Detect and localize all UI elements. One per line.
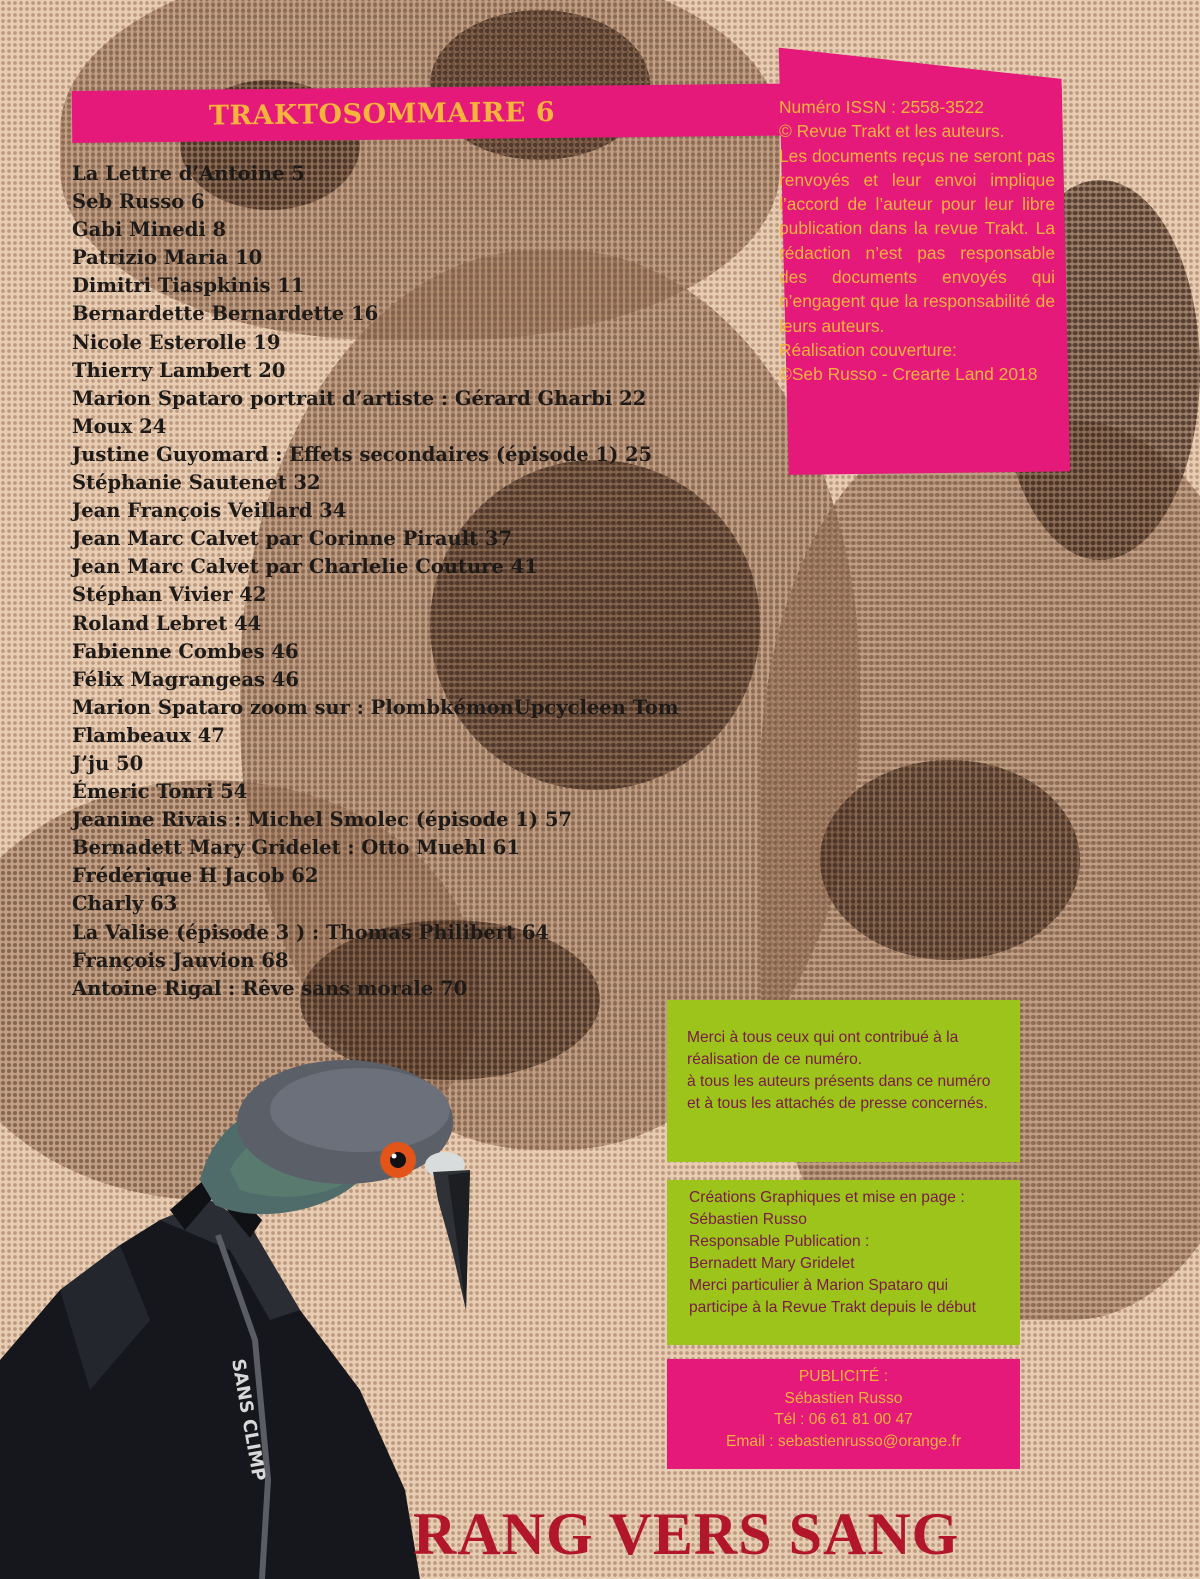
- toc-item: Justine Guyomard : Effets secondaires (épisode 1) 25: [72, 442, 653, 466]
- toc-item: Jeanine Rivais : Michel Smolec (épisode 1) 57: [72, 808, 573, 832]
- toc-item: Félix Magrangeas 46: [72, 667, 299, 691]
- toc-item: La Lettre d’Antoine 5: [72, 162, 305, 185]
- page-title: TRAKTOSOMMAIRE 6: [208, 96, 556, 132]
- toc-item: Émeric Tonri 54: [72, 780, 248, 804]
- toc-item: Seb Russo 6: [72, 190, 205, 214]
- toc-item: Antoine Rigal : Rêve sans morale 70: [72, 976, 468, 1000]
- svg-text:SANS CLIMP: SANS CLIMP: [227, 1357, 270, 1483]
- credits-text: [689, 1187, 1009, 1319]
- toc-item: Flambeaux 47: [72, 723, 225, 747]
- pigeon-man-illustration: [0, 1060, 480, 1579]
- credits-line: Sébastien Russo: [689, 1211, 807, 1228]
- toc-item: Roland Lebret 44: [72, 611, 262, 635]
- legal-notice: Les documents reçus ne seront pas renvoyés et leur envoi implique l’accord de l’auteur pour leur libre publication dans la revue Trakt. La rédaction n’est pas responsable des documents envoyés qui n’engagent que la responsabilité de leurs auteurs.: [779, 145, 1055, 336]
- credits-line: Bernadett Mary Gridelet: [689, 1255, 855, 1272]
- toc-item: Fabienne Combes 46: [72, 639, 299, 663]
- toc-item: Dimitri Tiaspkinis 11: [72, 274, 305, 298]
- issn-number: Numéro ISSN : 2558-3522: [779, 97, 984, 117]
- advertising-email: Email : sebastienrusso@orange.fr: [725, 1432, 962, 1450]
- footer-title: RANG VERS SANG: [413, 1501, 960, 1567]
- toc-item: Stéphan Vivier 42: [72, 583, 267, 607]
- thanks-line: Merci à tous ceux qui ont contribué à la réalisation de ce numéro.: [687, 1029, 959, 1068]
- toc-item: Thierry Lambert 20: [72, 358, 286, 382]
- toc-item: J’ju 50: [72, 751, 144, 775]
- toc-item: Jean Marc Calvet par Corinne Pirault 37: [72, 527, 513, 551]
- credits-line: Créations Graphiques et mise en page :: [689, 1189, 965, 1206]
- toc-item: Patrizio Maria 10: [72, 246, 263, 270]
- cover-credit: ©Seb Russo - Crearte Land 2018: [779, 364, 1038, 385]
- toc-item: Jean Marc Calvet par Charlelie Couture 41: [72, 555, 538, 579]
- advertising-contact-name: Sébastien Russo: [784, 1389, 903, 1407]
- toc-item: Bernardette Bernardette 16: [72, 302, 379, 326]
- toc-item: Marion Spataro zoom sur : PlombkémonUpcycleen Tom: [72, 695, 679, 719]
- table-of-contents: [72, 160, 679, 1003]
- toc-item: Jean François Veillard 34: [72, 499, 347, 523]
- advertising-text: [667, 1366, 1020, 1452]
- advertising-phone: Tél : 06 61 81 00 47: [774, 1411, 913, 1428]
- toc-item: François Jauvion 68: [72, 948, 289, 972]
- cover-credit-label: Réalisation couverture:: [779, 339, 957, 360]
- thanks-text: [687, 1027, 1007, 1115]
- thanks-line: à tous les auteurs présents dans ce numéro et à tous les attachés de presse concernés.: [687, 1073, 991, 1112]
- toc-item: Bernadett Mary Gridelet : Otto Muehl 61: [72, 836, 520, 860]
- toc-item: Charly 63: [72, 892, 178, 916]
- toc-item: Stéphanie Sautenet 32: [72, 471, 321, 495]
- toc-item: Nicole Esterolle 19: [72, 330, 281, 354]
- toc-item: Frédérique H Jacob 62: [72, 864, 319, 888]
- toc-item: Gabi Minedi 8: [72, 218, 227, 242]
- toc-item: Moux 24: [72, 414, 167, 438]
- credits-line: Responsable Publication :: [689, 1233, 870, 1250]
- issn-info-text: [779, 95, 1055, 387]
- advertising-heading: PUBLICITÉ :: [798, 1368, 889, 1385]
- copyright-line: © Revue Trakt et les auteurs.: [779, 121, 1005, 142]
- toc-item: La Valise (épisode 3 ) : Thomas Philibert 64: [72, 920, 549, 944]
- title-banner: [72, 83, 833, 143]
- toc-item: Marion Spataro portrait d’artiste : Gérard Gharbi 22: [72, 386, 647, 410]
- credits-line: Merci particulier à Marion Spataro qui participe à la Revue Trakt depuis le début: [689, 1277, 976, 1316]
